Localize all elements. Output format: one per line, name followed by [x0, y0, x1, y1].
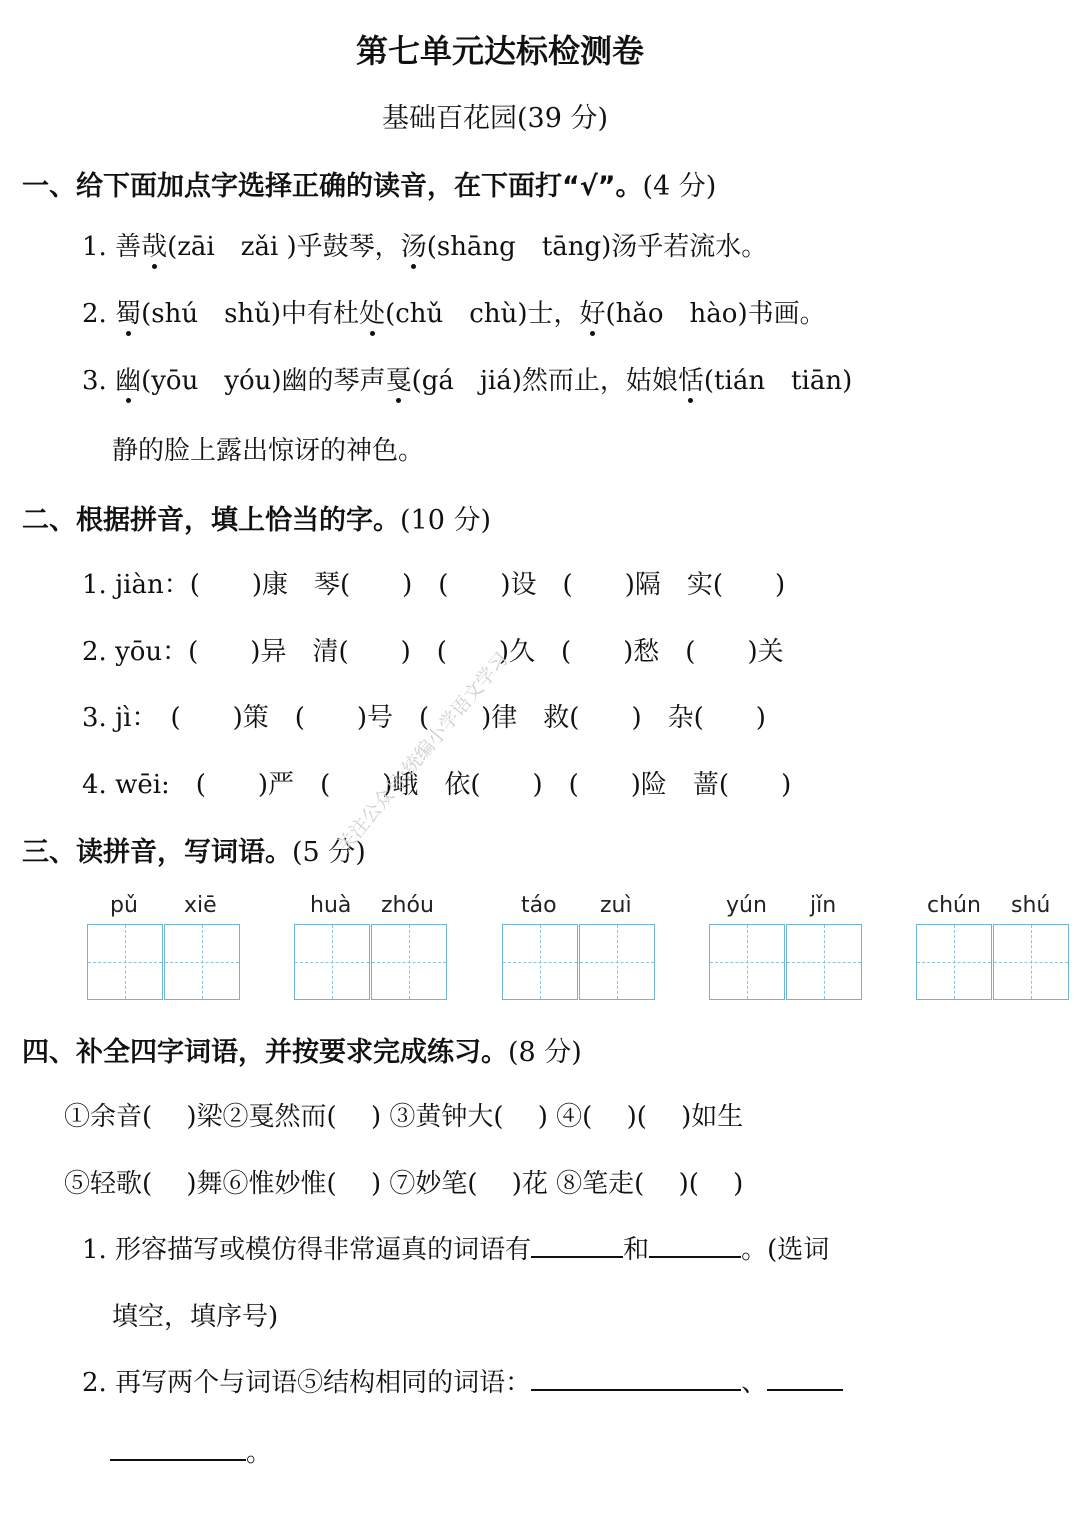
q4-text: 。: [246, 1438, 273, 1468]
writing-grid-cell[interactable]: [786, 924, 862, 1000]
section-1-points: (4 分): [642, 171, 717, 202]
q4-idioms-row-1: ①余音( )梁②戛然而( ) ③黄钟大( ) ④( )( )如生: [64, 1102, 744, 1132]
pinyin-label: chún: [927, 893, 981, 918]
q4-sub-2: [82, 1362, 843, 1399]
q1-text: (gá jiá)然而止，姑娘: [411, 366, 678, 396]
section-3-points: (5 分): [292, 837, 366, 868]
section-2-title: 二、根据拼音，填上恰当的字。: [22, 505, 400, 536]
q1-text: (yōu yóu)幽的琴声: [141, 366, 386, 396]
section-1-title: 一、给下面加点字选择正确的读音，在下面打“√”。: [22, 171, 643, 202]
pinyin-label: táo: [521, 893, 557, 918]
dotted-char: 哉: [141, 232, 168, 262]
writing-grid-cell[interactable]: [87, 924, 163, 1000]
answer-blank[interactable]: [531, 1252, 623, 1258]
q2-row-2: 2. yōu：( )异 清( ) ( )久 ( )愁 ( )关: [82, 637, 784, 667]
q1-text: (hǎo hào)书画。: [605, 299, 826, 329]
q1-text: (chǔ chù)士，: [385, 299, 580, 329]
dotted-char: 戛: [385, 366, 412, 396]
section-2-points: (10 分): [400, 505, 492, 536]
answer-blank[interactable]: [531, 1385, 741, 1391]
section-4-title: 四、补全四字词语，并按要求完成练习。: [22, 1037, 508, 1068]
section-3-heading: [22, 830, 366, 869]
page-title: 第七单元达标检测卷: [355, 32, 644, 70]
q4-sub-1-cont: 填空，填序号): [112, 1302, 279, 1332]
dotted-char: 幽: [115, 366, 142, 396]
pinyin-label: xiē: [184, 893, 217, 918]
q4-text: 1. 形容描写或模仿得非常逼真的词语有: [82, 1235, 532, 1265]
q1-text: 1. 善: [82, 232, 142, 262]
pinyin-label: huà: [310, 893, 352, 918]
q1-text: 2.: [82, 299, 116, 329]
pinyin-label: jǐn: [810, 893, 837, 918]
section-3-title: 三、读拼音，写词语。: [22, 837, 292, 868]
writing-grid-cell[interactable]: [709, 924, 785, 1000]
dotted-char: 处: [359, 299, 386, 329]
q1-line-1: [82, 226, 767, 263]
answer-blank[interactable]: [649, 1252, 741, 1258]
pinyin-label: zuì: [600, 893, 632, 918]
dotted-char: 汤: [400, 232, 427, 262]
writing-grid-cell[interactable]: [294, 924, 370, 1000]
pinyin-label: zhóu: [381, 893, 434, 918]
q4-sub-1: [82, 1229, 829, 1266]
q2-row-3: 3. jì： ( )策 ( )号 ( )律 救( ) 杂( ): [82, 703, 766, 733]
q4-text: 和: [623, 1235, 650, 1265]
writing-grid-cell[interactable]: [993, 924, 1069, 1000]
writing-grid-cell[interactable]: [371, 924, 447, 1000]
answer-blank[interactable]: [110, 1455, 246, 1461]
section-1-heading: [22, 164, 716, 203]
page-subtitle: 基础百花园(39 分): [381, 103, 608, 134]
writing-grid-cell[interactable]: [502, 924, 578, 1000]
dotted-char: 蜀: [115, 299, 142, 329]
writing-grid-cell[interactable]: [916, 924, 992, 1000]
q1-line-2: [82, 293, 826, 330]
q1-text: (tián tiān): [703, 366, 853, 396]
q4-text: 、: [741, 1368, 768, 1398]
q2-row-1: 1. jiàn：( )康 琴( ) ( )设 ( )隔 实( ): [82, 570, 786, 600]
section-4-heading: [22, 1030, 582, 1069]
q4-idioms-row-2: ⑤轻歌( )舞⑥惟妙惟( ) ⑦妙笔( )花 ⑧笔走( )( ): [64, 1169, 744, 1199]
pinyin-label: shú: [1011, 893, 1051, 918]
q1-text: (shú shǔ)中有杜: [141, 299, 360, 329]
q1-line-3: [82, 360, 852, 397]
answer-blank[interactable]: [767, 1385, 843, 1391]
dotted-char: 恬: [677, 366, 704, 396]
q1-line-4: 静的脸上露出惊讶的神色。: [112, 436, 425, 466]
watermark: 关注公众号:统编小学语文学习: [333, 648, 513, 857]
q1-text: 3.: [82, 366, 116, 396]
q4-text: 。(选词: [741, 1235, 830, 1265]
q4-sub-2-cont: [110, 1432, 272, 1469]
q1-text: (shāng tāng)汤乎若流水。: [426, 232, 768, 262]
q4-text: 2. 再写两个与词语⑤结构相同的词语：: [82, 1368, 532, 1398]
writing-grid-cell[interactable]: [164, 924, 240, 1000]
section-4-points: (8 分): [508, 1037, 582, 1068]
writing-grid-cell[interactable]: [579, 924, 655, 1000]
dotted-char: 好: [579, 299, 606, 329]
pinyin-label: yún: [726, 893, 767, 918]
q2-row-4: 4. wēi: ( )严 ( )峨 依( ) ( )险 蔷( ): [82, 770, 792, 800]
section-2-heading: [22, 498, 491, 537]
q1-text: (zāi zǎi )乎鼓琴，: [167, 232, 401, 262]
pinyin-label: pǔ: [110, 893, 138, 918]
